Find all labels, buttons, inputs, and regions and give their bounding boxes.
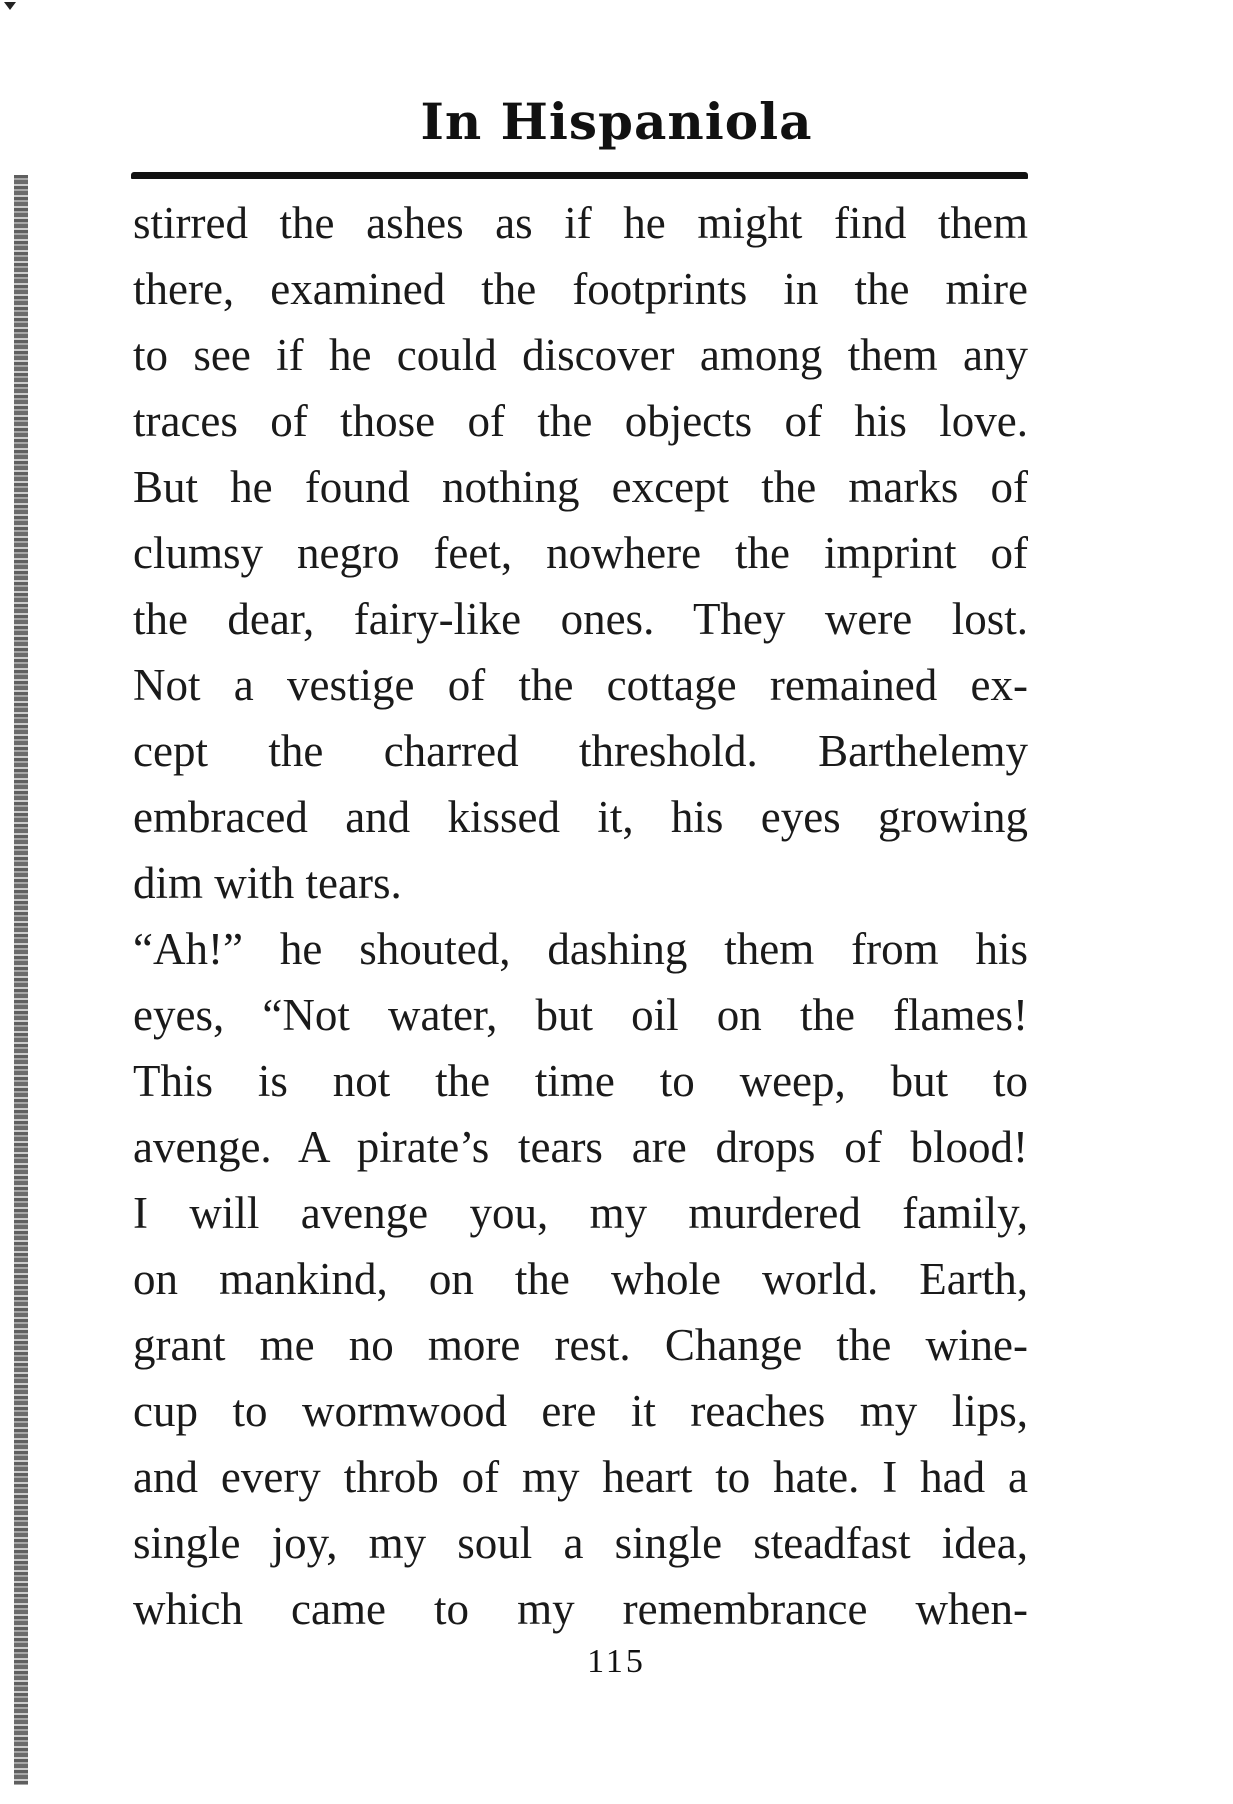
header-rule	[131, 172, 1028, 179]
text-line: there, examined the footprints in the mire	[133, 264, 1028, 314]
body-text	[133, 190, 1028, 1642]
text-line: I will avenge you, my murdered family,	[133, 1188, 1028, 1238]
text-line: grant me no more rest. Change the wine-	[133, 1320, 1028, 1370]
text-line: But he found nothing except the marks of	[133, 462, 1028, 512]
text-line: cept the charred threshold. Barthelemy	[133, 726, 1028, 776]
text-line: dim with tears.	[133, 858, 402, 908]
text-line: Not a vestige of the cottage remained ex-	[133, 660, 1028, 710]
text-line: to see if he could discover among them any	[133, 330, 1028, 380]
scan-corner-mark	[4, 2, 16, 10]
text-line: eyes, “Not water, but oil on the flames!	[133, 990, 1028, 1040]
text-line: and every throb of my heart to hate. I had a	[133, 1452, 1028, 1502]
text-line: single joy, my soul a single steadfast idea,	[133, 1518, 1028, 1568]
text-line: embraced and kissed it, his eyes growing	[133, 792, 1028, 842]
page-number: 115	[587, 1643, 646, 1680]
text-line: stirred the ashes as if he might find them	[133, 198, 1028, 248]
text-line: cup to wormwood ere it reaches my lips,	[133, 1386, 1028, 1436]
text-line: This is not the time to weep, but to	[133, 1056, 1028, 1106]
text-line: which came to my remembrance when-	[133, 1584, 1028, 1634]
text-line: on mankind, on the whole world. Earth,	[133, 1254, 1028, 1304]
text-line: “Ah!” he shouted, dashing them from his	[133, 924, 1028, 974]
binding-gutter-shadow	[14, 175, 28, 1785]
text-line: clumsy negro feet, nowhere the imprint of	[133, 528, 1028, 578]
text-line: the dear, fairy-like ones. They were lost.	[133, 594, 1028, 644]
text-line: avenge. A pirate’s tears are drops of blood!	[133, 1122, 1028, 1172]
running-head: In Hispaniola	[420, 92, 813, 151]
text-line: traces of those of the objects of his love.	[133, 396, 1028, 446]
